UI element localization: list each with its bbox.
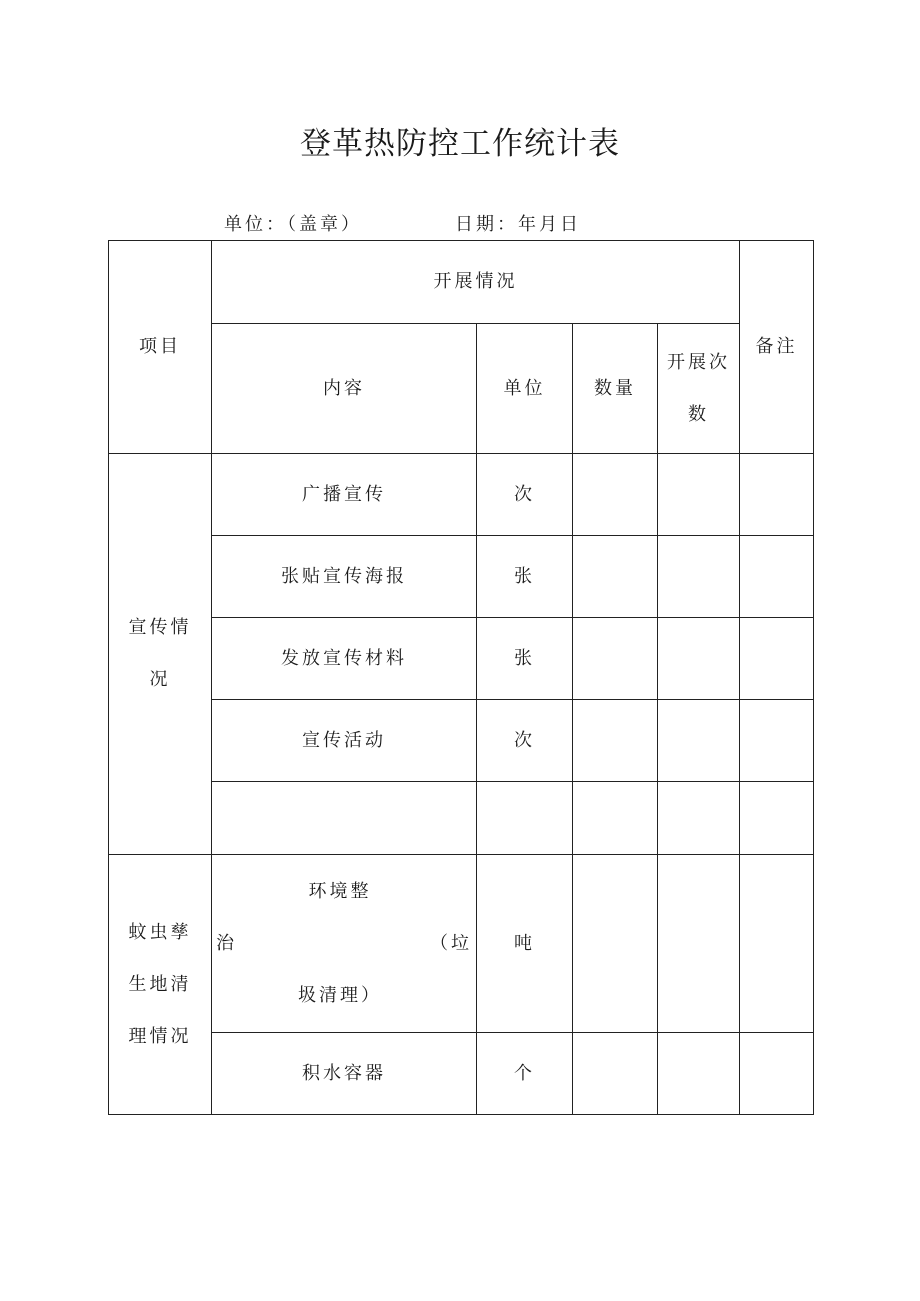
row-remark[interactable] <box>740 782 814 855</box>
group-name: 蚊虫孳生地清理情况 <box>128 921 192 1047</box>
header-item: 项目 <box>109 241 212 454</box>
date-label: 日期：年月日 <box>455 214 581 235</box>
header-times: 开展次数 <box>666 351 730 425</box>
row-remark[interactable] <box>740 700 814 782</box>
row-times[interactable] <box>658 536 740 618</box>
header-times-cell <box>658 324 740 454</box>
header-progress: 开展情况 <box>212 241 740 324</box>
row-content[interactable] <box>212 782 477 855</box>
statistics-table <box>108 240 814 1115</box>
row-remark[interactable] <box>740 454 814 536</box>
page-title: 登革热防控工作统计表 <box>300 126 620 162</box>
group-cell-publicity <box>109 454 212 855</box>
row-content <box>212 855 477 1033</box>
header-row-1 <box>109 241 814 324</box>
row-content: 张贴宣传海报 <box>212 536 477 618</box>
row-unit: 次 <box>477 454 573 536</box>
row-remark[interactable] <box>740 536 814 618</box>
row-quantity[interactable] <box>573 700 658 782</box>
row-content: 广播宣传 <box>212 454 477 536</box>
content-line-2 <box>212 918 476 970</box>
row-quantity[interactable] <box>573 618 658 700</box>
row-quantity[interactable] <box>573 454 658 536</box>
group-cell-breeding <box>109 855 212 1115</box>
content-line-2-left: 治 <box>216 932 237 954</box>
table-row <box>109 782 814 855</box>
header-quantity: 数量 <box>573 324 658 454</box>
header-content: 内容 <box>212 324 477 454</box>
content-line-3: 圾清理） <box>298 984 382 1006</box>
unit-stamp-label: 单位：（盖章） <box>224 214 362 235</box>
row-remark[interactable] <box>740 855 814 1033</box>
row-quantity[interactable] <box>573 855 658 1033</box>
row-content: 积水容器 <box>212 1033 477 1115</box>
table-row <box>109 700 814 782</box>
row-unit: 次 <box>477 700 573 782</box>
row-quantity[interactable] <box>573 536 658 618</box>
row-quantity[interactable] <box>573 782 658 855</box>
row-times[interactable] <box>658 700 740 782</box>
row-times[interactable] <box>658 454 740 536</box>
row-unit: 张 <box>477 618 573 700</box>
row-unit: 张 <box>477 536 573 618</box>
table-row <box>109 618 814 700</box>
row-content: 发放宣传材料 <box>212 618 477 700</box>
table-row <box>109 536 814 618</box>
table-row <box>109 855 814 1033</box>
row-remark[interactable] <box>740 618 814 700</box>
row-times[interactable] <box>658 1033 740 1115</box>
header-row-2 <box>109 324 814 454</box>
header-remark: 备注 <box>740 241 814 454</box>
content-line-1: 环境整 <box>308 880 372 902</box>
row-remark[interactable] <box>740 1033 814 1115</box>
row-times[interactable] <box>658 618 740 700</box>
table-row <box>109 1033 814 1115</box>
row-content: 宣传活动 <box>212 700 477 782</box>
row-times[interactable] <box>658 855 740 1033</box>
row-quantity[interactable] <box>573 1033 658 1115</box>
table-row <box>109 454 814 536</box>
row-unit: 个 <box>477 1033 573 1115</box>
header-unit: 单位 <box>477 324 573 454</box>
row-unit[interactable] <box>477 782 573 855</box>
group-name: 宣传情况 <box>128 617 192 690</box>
content-line-2-right: （垃 <box>430 932 472 954</box>
row-unit: 吨 <box>477 855 573 1033</box>
row-times[interactable] <box>658 782 740 855</box>
